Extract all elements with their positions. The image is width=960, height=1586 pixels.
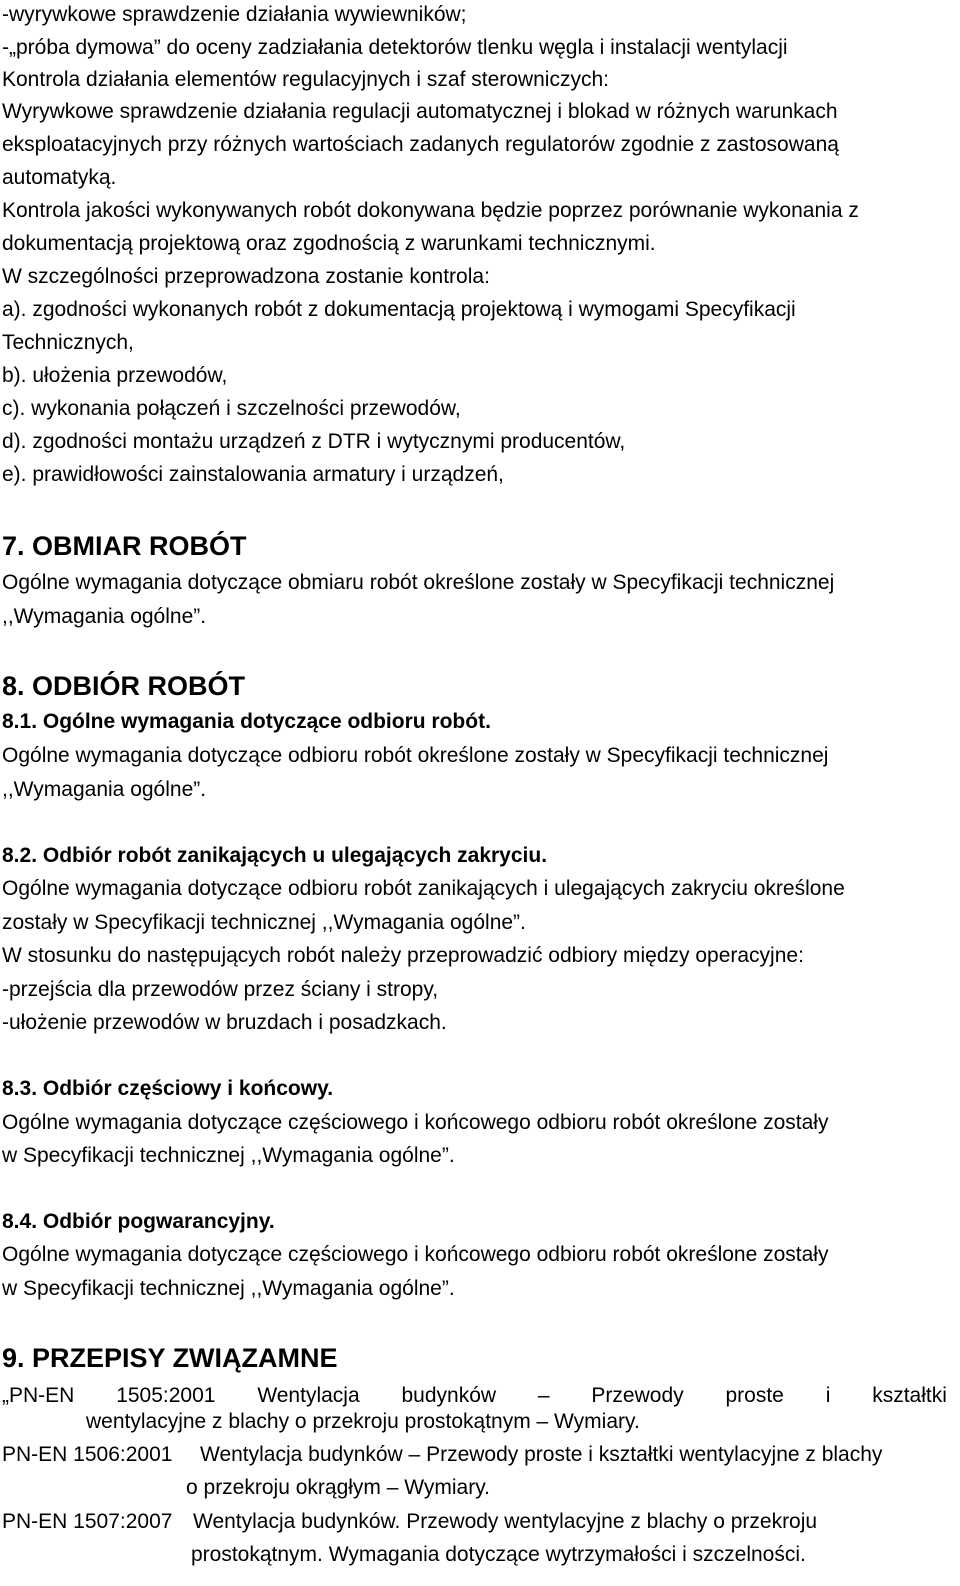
standard-title-continuation: prostokątnym. Wymagania dotyczące wytrzymałości i szczelności. (191, 1543, 806, 1566)
text-line: Wyrywkowe sprawdzenie działania regulacji automatycznej i blokad w różnych warunkach (2, 100, 838, 123)
text-line: Kontrola jakości wykonywanych robót dokonywana będzie poprzez porównanie wykonania z (2, 199, 859, 222)
list-item: b). ułożenia przewodów, (2, 364, 228, 387)
list-item: -ułożenie przewodów w bruzdach i posadzkach. (2, 1011, 447, 1034)
subsection-title: 8.1. Ogólne wymagania dotyczące odbioru robót. (2, 710, 491, 733)
standard-title-continuation: o przekroju okrągłym – Wymiary. (186, 1476, 490, 1499)
paragraph-line: Ogólne wymagania dotyczące częściowego i końcowego odbioru robót określone zostały (2, 1243, 829, 1266)
list-item: c). wykonania połączeń i szczelności przewodów, (2, 397, 461, 420)
ref-word: budynków (401, 1384, 497, 1407)
subsection-title: 8.4. Odbiór pogwarancyjny. (2, 1210, 275, 1233)
subsection-title: 8.2. Odbiór robót zanikających u ulegających zakryciu. (2, 844, 548, 867)
ref-word: kształtki (872, 1384, 947, 1407)
section-heading: 9. PRZEPISY ZWIĄZAMNE (2, 1343, 338, 1373)
ref-word: Wentylacja (257, 1384, 360, 1407)
paragraph-line: Ogólne wymagania dotyczące obmiaru robót określone zostały w Specyfikacji technicznej (2, 571, 835, 594)
text-line: -wyrywkowe sprawdzenie działania wywiewników; (2, 3, 467, 26)
standard-code: PN-EN 1506:2001 (2, 1443, 173, 1466)
list-item: -przejścia dla przewodów przez ściany i stropy, (2, 978, 439, 1001)
paragraph-line: W stosunku do następujących robót należy przeprowadzić odbiory między operacyjne: (2, 944, 804, 967)
standard-code: PN-EN 1507:2007 (2, 1510, 173, 1533)
paragraph-line: zostały w Specyfikacji technicznej ,,Wymagania ogólne”. (2, 911, 526, 934)
ref-word: Przewody (591, 1384, 684, 1407)
list-item: a). zgodności wykonanych robót z dokumentacją projektową i wymogami Specyfikacji (2, 298, 796, 321)
text-line: -„próba dymowa” do oceny zadziałania detektorów tlenku węgla i instalacji wentylacji (2, 36, 788, 59)
standard-reference-1 (2, 1383, 947, 1409)
paragraph-line: w Specyfikacji technicznej ,,Wymagania ogólne”. (2, 1144, 455, 1167)
section-heading: 8. ODBIÓR ROBÓT (2, 671, 246, 701)
standard-title: Wentylacja budynków. Przewody wentylacyjne z blachy o przekroju (193, 1510, 818, 1533)
paragraph-line: w Specyfikacji technicznej ,,Wymagania ogólne”. (2, 1277, 455, 1300)
paragraph-line: Ogólne wymagania dotyczące odbioru robót określone zostały w Specyfikacji technicznej (2, 744, 829, 767)
text-line: W szczególności przeprowadzona zostanie kontrola: (2, 265, 490, 288)
subsection-title: 8.3. Odbiór częściowy i końcowy. (2, 1077, 334, 1100)
standard-reference-1-continuation: wentylacyjne z blachy o przekroju prostokątnym – Wymiary. (86, 1410, 640, 1433)
ref-word: – (537, 1384, 550, 1407)
text-line: automatyką. (2, 166, 117, 189)
paragraph-line: Ogólne wymagania dotyczące odbioru robót zanikających i ulegających zakryciu określone (2, 877, 845, 900)
ref-word: i (825, 1384, 831, 1407)
standard-title: Wentylacja budynków – Przewody proste i kształtki wentylacyjne z blachy (200, 1443, 883, 1466)
ref-word: 1505:2001 (116, 1384, 216, 1407)
text-line: dokumentacją projektową oraz zgodnością z warunkami technicznymi. (2, 232, 656, 255)
paragraph-line: ,,Wymagania ogólne”. (2, 605, 207, 628)
ref-word: „PN-EN (2, 1384, 75, 1407)
ref-word: proste (725, 1384, 784, 1407)
text-line: Technicznych, (2, 331, 134, 354)
paragraph-line: Ogólne wymagania dotyczące częściowego i końcowego odbioru robót określone zostały (2, 1111, 829, 1134)
paragraph-line: ,,Wymagania ogólne”. (2, 778, 207, 801)
list-item: e). prawidłowości zainstalowania armatury i urządzeń, (2, 463, 504, 486)
text-line: eksploatacyjnych przy różnych wartościach zadanych regulatorów zgodnie z zastosowaną (2, 133, 839, 156)
text-line: Kontrola działania elementów regulacyjnych i szaf sterowniczych: (2, 68, 609, 91)
section-heading: 7. OBMIAR ROBÓT (2, 531, 247, 561)
list-item: d). zgodności montażu urządzeń z DTR i wytycznymi producentów, (2, 430, 626, 453)
